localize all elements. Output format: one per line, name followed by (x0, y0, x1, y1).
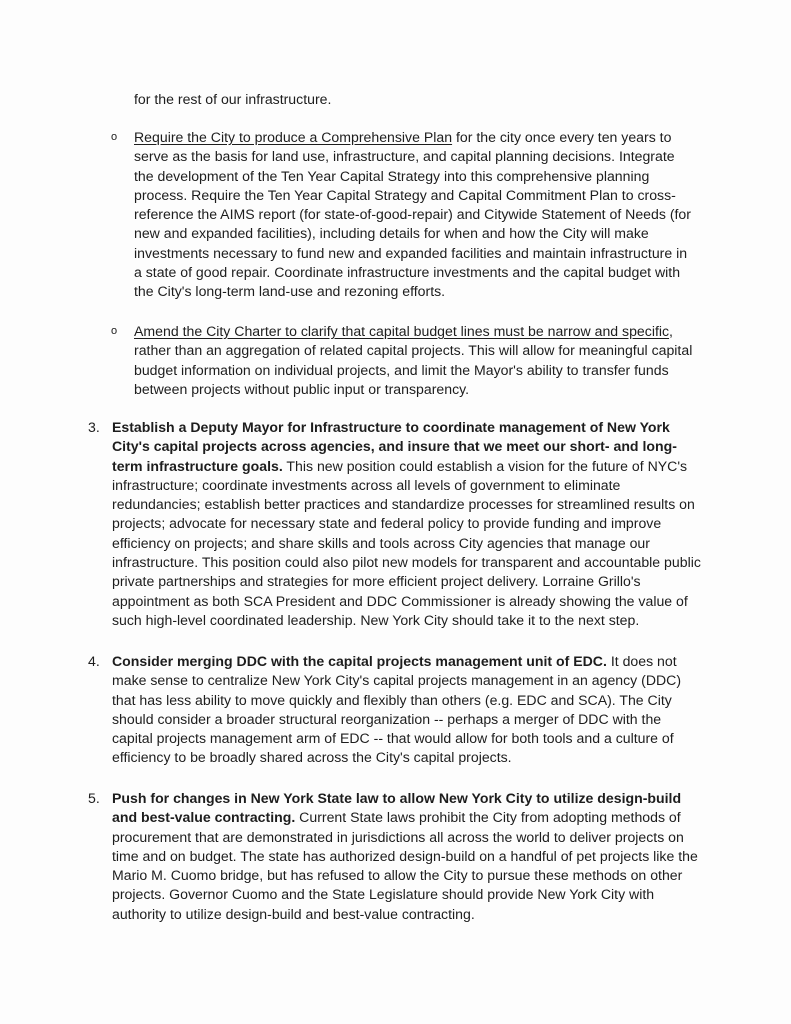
sub-bullet-comprehensive-plan (134, 128, 694, 302)
item-number: 4. (88, 653, 100, 669)
sub-bullet-marker: o (111, 131, 118, 143)
item-lead: Consider merging DDC with the capital projects management unit of EDC. (112, 653, 607, 669)
item-text: It does not make sense to centralize New York City's capital projects management in an agency (DDC) that has less ability to move quickly and flexibly than others (e.g. EDC and SCA). The City should consider a broader structural reorganization -- perhaps a merger of DDC with the capital projects management arm of EDC -- that would allow for both tools and a culture of efficiency to be broadly shared across the City's capital projects. (112, 653, 682, 766)
sub-bullet-text: , rather than an aggregation of related capital projects. This will allow for meaningful capital budget information on individual projects, and limit the Mayor's ability to transfer funds between projects without public input or transparency. (134, 323, 693, 397)
item-number: 3. (88, 419, 100, 435)
sub-bullet-marker: o (111, 325, 118, 337)
item-lead: Push for changes in New York State law to allow New York City to utilize design-build and best-value contracting. (112, 790, 682, 826)
item-number: 5. (88, 790, 100, 806)
item-text: Current State laws prohibit the City from adopting methods of procurement that are demonstrated in jurisdictions all across the world to deliver projects on time and on budget. The state has authorized design-build on a handful of pet projects like the Mario M. Cuomo bridge, but has refused to allow the City to pursue these methods on other projects. Governor Cuomo and the State Legislature should provide New York City with authority to utilize design-build and best-value contracting. (112, 809, 698, 922)
item-text: This new position could establish a vision for the future of NYC's infrastructure; coordinate investments across all levels of government to eliminate redundancies; establish better practices and standardize processes for streamlined results on projects; advocate for necessary state and federal policy to provide funding and improve efficiency on projects; and share skills and tools across City agencies that manage our infrastructure. This position could also pilot new models for transparent and accountable public private partnerships and strategies for more efficient project delivery. Lorraine Grillo's appointment as both SCA President and DDC Commissioner is already showing the value of such high-level coordinated leadership. New York City should take it to the next step. (112, 457, 701, 628)
item-deputy-mayor (112, 418, 702, 630)
sub-bullet-lead: Require the City to produce a Comprehensive Plan (134, 129, 453, 145)
item-lead: Establish a Deputy Mayor for Infrastructure to coordinate management of New York City's capital projects across agencies, and insure that we meet our short- and long-term infrastructure goals. (112, 419, 677, 474)
item-merge-ddc (112, 652, 702, 768)
sub-bullet-city-charter (134, 322, 694, 399)
item-design-build (112, 789, 702, 924)
sub-bullet-text: for the city once every ten years to serve as the basis for land use, infrastructure, and capital planning decisions. Integrate the development of the Ten Year Capital Strategy into this comprehensive planning process. Require the Ten Year Capital Strategy and Capital Commitment Plan to cross-reference the AIMS report (for state-of-good-repair) and Citywide Statement of Needs (for new and expanded facilities), including details for when and how the City will make investments necessary to fund new and expanded facilities and maintain infrastructure in a state of good repair. Coordinate infrastructure investments and the capital budget with the City's long-term land-use and rezoning efforts. (134, 129, 691, 300)
continuation-text: for the rest of our infrastructure. (134, 91, 332, 107)
sub-bullet-lead: Amend the City Charter to clarify that capital budget lines must be narrow and specific (134, 323, 670, 339)
